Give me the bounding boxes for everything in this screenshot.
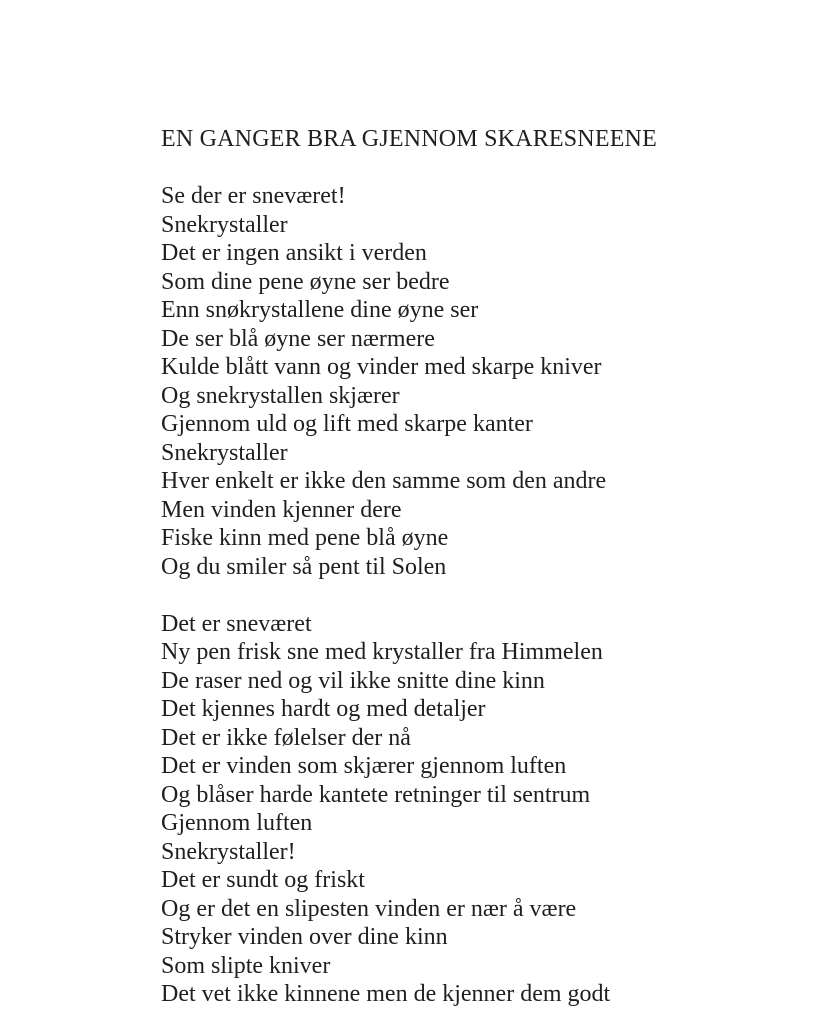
poem-line: Kulde blått vann og vinder med skarpe kniver	[161, 354, 602, 380]
poem-line: Og du smiler så pent til Solen	[161, 553, 447, 580]
poem-line: Det er ikke følelser der nå	[161, 724, 411, 751]
poem-line: Det er sneværet	[161, 610, 312, 637]
poem-line: Og blåser harde kantete retninger til sentrum	[161, 781, 591, 808]
poem-line: Som slipte kniver	[161, 952, 331, 979]
poem-line: Det er ingen ansikt i verden	[161, 240, 427, 266]
poem-stanza-2	[161, 610, 781, 1009]
poem-line: Men vinden kjenner dere	[161, 496, 402, 523]
poem-line: Stryker vinden over dine kinn	[161, 924, 448, 950]
poem-line: Og snekrystallen skjærer	[161, 382, 400, 409]
poem-title: EN GANGER BRA GJENNOM SKARESNEENE	[161, 126, 657, 152]
poem-line: Se der er sneværet!	[161, 183, 346, 209]
poem-line: De ser blå øyne ser nærmere	[161, 325, 435, 352]
poem-line: De raser ned og vil ikke snitte dine kinn	[161, 667, 545, 694]
poem-line: Gjennom luften	[161, 810, 313, 836]
poem-line: Snekrystaller!	[161, 838, 296, 865]
poem-line: Det er sundt og friskt	[161, 867, 365, 893]
poem-stanza-1	[161, 182, 781, 581]
poem-line: Som dine pene øyne ser bedre	[161, 268, 450, 295]
poem-line: Det vet ikke kinnene men de kjenner dem godt	[161, 981, 611, 1007]
poem-line: Det er vinden som skjærer gjennom luften	[161, 753, 567, 779]
poem-line: Og er det en slipesten vinden er nær å være	[161, 895, 577, 922]
poem-line: Gjennom uld og lift med skarpe kanter	[161, 411, 533, 437]
poem-line: Hver enkelt er ikke den samme som den andre	[161, 468, 607, 494]
poem-line: Snekrystaller	[161, 439, 288, 466]
poem-line: Snekrystaller	[161, 211, 288, 238]
poem-line: Ny pen frisk sne med krystaller fra Himmelen	[161, 639, 603, 665]
poem-line: Fiske kinn med pene blå øyne	[161, 525, 449, 551]
poem-line: Det kjennes hardt og med detaljer	[161, 696, 486, 722]
poem-line: Enn snøkrystallene dine øyne ser	[161, 297, 479, 323]
